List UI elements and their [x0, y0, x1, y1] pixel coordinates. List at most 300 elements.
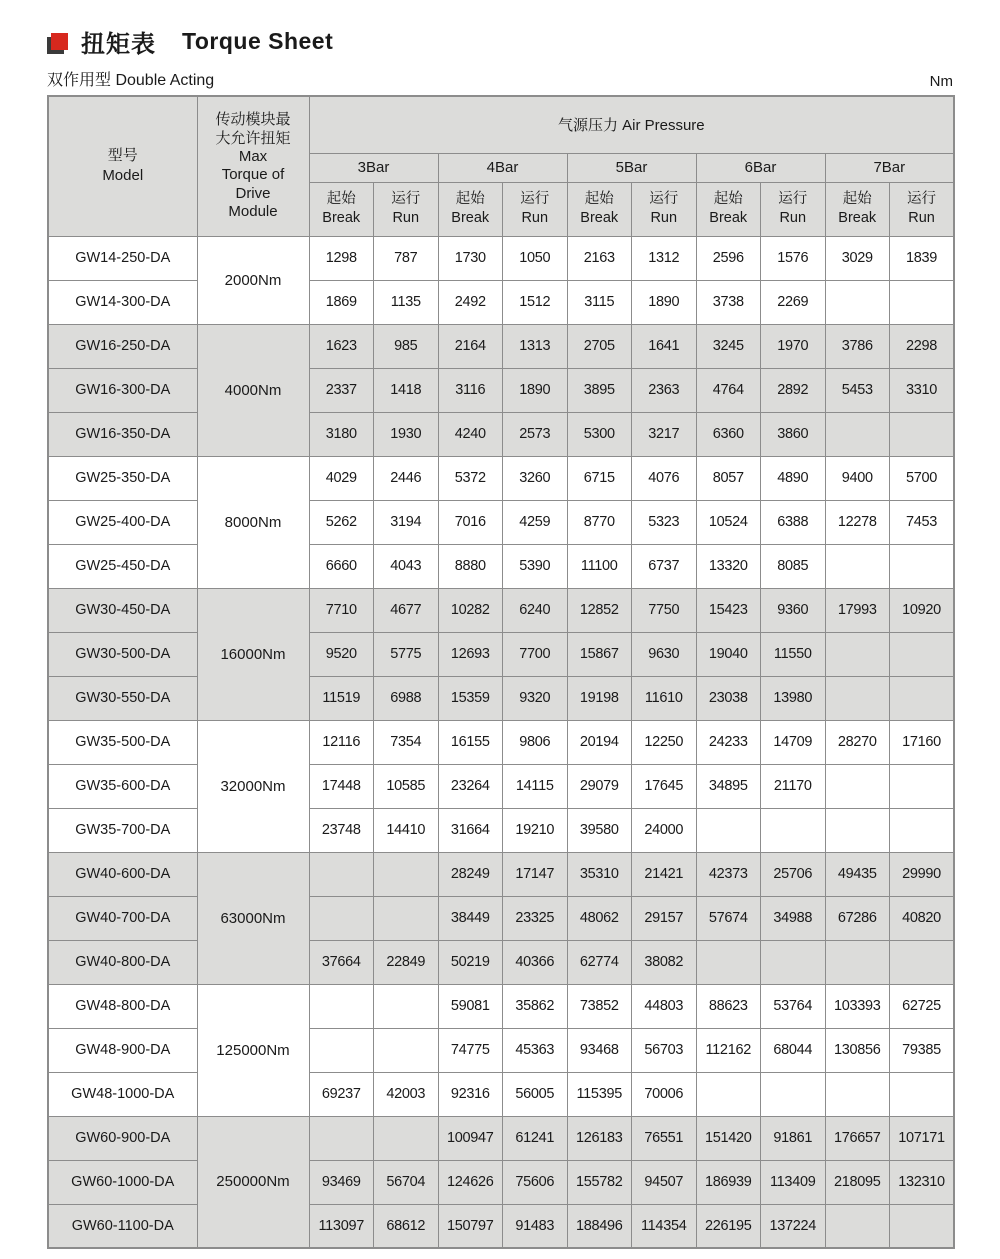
torque-value-cell: [890, 1204, 955, 1248]
torque-value-cell: 132310: [890, 1160, 955, 1204]
table-row: [48, 280, 954, 324]
torque-value-cell: [696, 808, 761, 852]
header-7bar: 7Bar: [825, 153, 954, 182]
header-break: 起始 Break: [696, 182, 761, 236]
torque-value-cell: [374, 1116, 439, 1160]
torque-value-cell: 2269: [761, 280, 826, 324]
torque-value-cell: 5390: [503, 544, 568, 588]
model-cell: GW40-700-DA: [48, 896, 197, 940]
torque-value-cell: 4259: [503, 500, 568, 544]
torque-value-cell: 31664: [438, 808, 503, 852]
torque-value-cell: 24233: [696, 720, 761, 764]
torque-value-cell: 1576: [761, 236, 826, 280]
torque-value-cell: 42373: [696, 852, 761, 896]
torque-value-cell: [890, 1072, 955, 1116]
torque-value-cell: 7016: [438, 500, 503, 544]
torque-value-cell: 13980: [761, 676, 826, 720]
header-run: 运行 Run: [503, 182, 568, 236]
torque-value-cell: 7750: [632, 588, 697, 632]
model-cell: GW25-350-DA: [48, 456, 197, 500]
torque-value-cell: 6715: [567, 456, 632, 500]
torque-value-cell: 3786: [825, 324, 890, 368]
model-cell: GW60-1100-DA: [48, 1204, 197, 1248]
torque-value-cell: [825, 632, 890, 676]
model-cell: GW25-450-DA: [48, 544, 197, 588]
torque-value-cell: 17147: [503, 852, 568, 896]
torque-value-cell: 73852: [567, 984, 632, 1028]
table-row: [48, 588, 954, 632]
torque-table: [47, 95, 955, 1249]
header-3bar: 3Bar: [309, 153, 438, 182]
torque-value-cell: 40820: [890, 896, 955, 940]
torque-value-cell: 15423: [696, 588, 761, 632]
torque-value-cell: 38082: [632, 940, 697, 984]
drive-torque-cell: 2000Nm: [197, 236, 309, 324]
torque-value-cell: 226195: [696, 1204, 761, 1248]
torque-value-cell: [761, 808, 826, 852]
torque-value-cell: [309, 984, 374, 1028]
torque-table-header: [48, 96, 954, 236]
torque-value-cell: 57674: [696, 896, 761, 940]
torque-value-cell: 62725: [890, 984, 955, 1028]
header-run: 运行 Run: [374, 182, 439, 236]
torque-value-cell: 9806: [503, 720, 568, 764]
model-cell: GW35-500-DA: [48, 720, 197, 764]
torque-value-cell: 11519: [309, 676, 374, 720]
torque-value-cell: 3029: [825, 236, 890, 280]
torque-value-cell: [696, 1072, 761, 1116]
torque-value-cell: 3116: [438, 368, 503, 412]
torque-value-cell: 14709: [761, 720, 826, 764]
torque-value-cell: 188496: [567, 1204, 632, 1248]
torque-value-cell: 787: [374, 236, 439, 280]
torque-value-cell: 2164: [438, 324, 503, 368]
torque-value-cell: [825, 764, 890, 808]
drive-torque-cell: 125000Nm: [197, 984, 309, 1116]
table-row: [48, 1204, 954, 1248]
torque-value-cell: [374, 852, 439, 896]
table-row: [48, 632, 954, 676]
model-cell: GW60-1000-DA: [48, 1160, 197, 1204]
torque-value-cell: 4240: [438, 412, 503, 456]
torque-value-cell: 88623: [696, 984, 761, 1028]
model-cell: GW16-250-DA: [48, 324, 197, 368]
torque-value-cell: 21421: [632, 852, 697, 896]
torque-value-cell: 56005: [503, 1072, 568, 1116]
torque-value-cell: 1512: [503, 280, 568, 324]
torque-value-cell: 5323: [632, 500, 697, 544]
torque-value-cell: 7700: [503, 632, 568, 676]
table-row: [48, 368, 954, 412]
drive-torque-cell: 16000Nm: [197, 588, 309, 720]
torque-value-cell: 9400: [825, 456, 890, 500]
torque-value-cell: 6660: [309, 544, 374, 588]
torque-value-cell: 75606: [503, 1160, 568, 1204]
torque-value-cell: 150797: [438, 1204, 503, 1248]
torque-value-cell: 3860: [761, 412, 826, 456]
model-cell: GW60-900-DA: [48, 1116, 197, 1160]
torque-value-cell: 94507: [632, 1160, 697, 1204]
torque-value-cell: 35310: [567, 852, 632, 896]
torque-value-cell: 151420: [696, 1116, 761, 1160]
torque-value-cell: 5300: [567, 412, 632, 456]
torque-value-cell: 49435: [825, 852, 890, 896]
torque-value-cell: 79385: [890, 1028, 955, 1072]
model-cell: GW40-800-DA: [48, 940, 197, 984]
torque-value-cell: [309, 1116, 374, 1160]
torque-value-cell: 5453: [825, 368, 890, 412]
torque-value-cell: [761, 1072, 826, 1116]
torque-value-cell: 12250: [632, 720, 697, 764]
torque-value-cell: [825, 1072, 890, 1116]
model-cell: GW30-550-DA: [48, 676, 197, 720]
drive-torque-cell: 4000Nm: [197, 324, 309, 456]
model-cell: GW14-250-DA: [48, 236, 197, 280]
torque-value-cell: 176657: [825, 1116, 890, 1160]
torque-value-cell: 91483: [503, 1204, 568, 1248]
torque-value-cell: 93468: [567, 1028, 632, 1072]
torque-value-cell: [309, 1028, 374, 1072]
torque-value-cell: [825, 1204, 890, 1248]
torque-value-cell: 2573: [503, 412, 568, 456]
torque-value-cell: [890, 808, 955, 852]
torque-value-cell: 4890: [761, 456, 826, 500]
torque-value-cell: 4043: [374, 544, 439, 588]
torque-value-cell: 8880: [438, 544, 503, 588]
torque-value-cell: 3738: [696, 280, 761, 324]
model-cell: GW35-700-DA: [48, 808, 197, 852]
torque-value-cell: 40366: [503, 940, 568, 984]
torque-value-cell: [890, 676, 955, 720]
torque-value-cell: [890, 632, 955, 676]
table-row: [48, 236, 954, 280]
torque-value-cell: [825, 412, 890, 456]
torque-value-cell: 5262: [309, 500, 374, 544]
torque-value-cell: 92316: [438, 1072, 503, 1116]
torque-value-cell: 6388: [761, 500, 826, 544]
torque-value-cell: 1839: [890, 236, 955, 280]
torque-value-cell: [890, 412, 955, 456]
model-cell: GW16-300-DA: [48, 368, 197, 412]
torque-value-cell: 2446: [374, 456, 439, 500]
torque-value-cell: 53764: [761, 984, 826, 1028]
header-break: 起始 Break: [438, 182, 503, 236]
torque-value-cell: 5372: [438, 456, 503, 500]
table-row: [48, 852, 954, 896]
torque-value-cell: 218095: [825, 1160, 890, 1204]
unit-label: Nm: [929, 73, 953, 90]
torque-value-cell: 1050: [503, 236, 568, 280]
torque-value-cell: 15359: [438, 676, 503, 720]
torque-value-cell: [825, 676, 890, 720]
torque-value-cell: [890, 764, 955, 808]
torque-value-cell: 56703: [632, 1028, 697, 1072]
torque-value-cell: 35862: [503, 984, 568, 1028]
torque-value-cell: 4764: [696, 368, 761, 412]
torque-value-cell: 1970: [761, 324, 826, 368]
header-break: 起始 Break: [309, 182, 374, 236]
torque-value-cell: 13320: [696, 544, 761, 588]
torque-value-cell: 12693: [438, 632, 503, 676]
torque-value-cell: 69237: [309, 1072, 374, 1116]
torque-value-cell: 8770: [567, 500, 632, 544]
torque-value-cell: 1298: [309, 236, 374, 280]
torque-value-cell: 11610: [632, 676, 697, 720]
torque-value-cell: [890, 940, 955, 984]
torque-value-cell: 10585: [374, 764, 439, 808]
torque-value-cell: 155782: [567, 1160, 632, 1204]
torque-value-cell: 6988: [374, 676, 439, 720]
model-cell: GW16-350-DA: [48, 412, 197, 456]
torque-value-cell: 45363: [503, 1028, 568, 1072]
torque-table-body: [48, 236, 954, 1248]
torque-value-cell: 112162: [696, 1028, 761, 1072]
torque-value-cell: [825, 940, 890, 984]
torque-value-cell: 29079: [567, 764, 632, 808]
torque-value-cell: 8057: [696, 456, 761, 500]
model-cell: GW48-800-DA: [48, 984, 197, 1028]
torque-value-cell: 24000: [632, 808, 697, 852]
model-cell: GW48-1000-DA: [48, 1072, 197, 1116]
torque-value-cell: 23325: [503, 896, 568, 940]
torque-value-cell: 1312: [632, 236, 697, 280]
torque-value-cell: 113097: [309, 1204, 374, 1248]
header-run: 运行 Run: [761, 182, 826, 236]
torque-value-cell: 9630: [632, 632, 697, 676]
torque-value-cell: [374, 896, 439, 940]
drive-torque-cell: 32000Nm: [197, 720, 309, 852]
torque-value-cell: 23748: [309, 808, 374, 852]
torque-value-cell: 6240: [503, 588, 568, 632]
torque-value-cell: 100947: [438, 1116, 503, 1160]
torque-value-cell: 10920: [890, 588, 955, 632]
torque-value-cell: 62774: [567, 940, 632, 984]
header-model-en: Model: [102, 167, 144, 185]
torque-value-cell: 17160: [890, 720, 955, 764]
header-model-zh: 型号: [107, 147, 138, 164]
table-row: [48, 940, 954, 984]
torque-value-cell: 44803: [632, 984, 697, 1028]
torque-value-cell: [825, 280, 890, 324]
torque-value-cell: [374, 984, 439, 1028]
torque-value-cell: 1869: [309, 280, 374, 324]
torque-value-cell: [309, 852, 374, 896]
table-row: [48, 808, 954, 852]
torque-value-cell: 14115: [503, 764, 568, 808]
header-4bar: 4Bar: [438, 153, 567, 182]
torque-value-cell: 9320: [503, 676, 568, 720]
torque-value-cell: 7710: [309, 588, 374, 632]
torque-value-cell: 28270: [825, 720, 890, 764]
torque-value-cell: 2705: [567, 324, 632, 368]
table-row: [48, 720, 954, 764]
torque-value-cell: 985: [374, 324, 439, 368]
table-row: [48, 676, 954, 720]
torque-value-cell: 3895: [567, 368, 632, 412]
torque-value-cell: 3180: [309, 412, 374, 456]
torque-value-cell: 9360: [761, 588, 826, 632]
torque-value-cell: 70006: [632, 1072, 697, 1116]
torque-value-cell: 34895: [696, 764, 761, 808]
header-air-pressure: 气源压力 Air Pressure: [309, 96, 954, 153]
table-row: [48, 984, 954, 1028]
table-row: [48, 500, 954, 544]
torque-value-cell: 2298: [890, 324, 955, 368]
torque-value-cell: 124626: [438, 1160, 503, 1204]
torque-value-cell: 1418: [374, 368, 439, 412]
torque-value-cell: 137224: [761, 1204, 826, 1248]
torque-value-cell: 2892: [761, 368, 826, 412]
header-model: [48, 96, 197, 236]
torque-value-cell: 17448: [309, 764, 374, 808]
torque-value-cell: 74775: [438, 1028, 503, 1072]
table-row: [48, 1072, 954, 1116]
torque-value-cell: 11550: [761, 632, 826, 676]
torque-value-cell: 67286: [825, 896, 890, 940]
torque-value-cell: 3245: [696, 324, 761, 368]
torque-value-cell: 91861: [761, 1116, 826, 1160]
torque-value-cell: 1930: [374, 412, 439, 456]
torque-value-cell: 3260: [503, 456, 568, 500]
torque-value-cell: 12852: [567, 588, 632, 632]
torque-value-cell: 113409: [761, 1160, 826, 1204]
header-5bar: 5Bar: [567, 153, 696, 182]
torque-value-cell: 23038: [696, 676, 761, 720]
table-row: [48, 1160, 954, 1204]
torque-value-cell: 25706: [761, 852, 826, 896]
torque-value-cell: [309, 896, 374, 940]
model-cell: GW40-600-DA: [48, 852, 197, 896]
drive-torque-cell: 63000Nm: [197, 852, 309, 984]
torque-value-cell: 17645: [632, 764, 697, 808]
torque-value-cell: 11100: [567, 544, 632, 588]
torque-value-cell: [890, 544, 955, 588]
torque-value-cell: [761, 940, 826, 984]
subtitle-double-acting: 双作用型 Double Acting: [47, 72, 215, 89]
torque-value-cell: 28249: [438, 852, 503, 896]
header-run: 运行 Run: [890, 182, 955, 236]
red-square-bullet-icon: [51, 33, 68, 50]
table-row: [48, 324, 954, 368]
torque-value-cell: 22849: [374, 940, 439, 984]
torque-value-cell: 17993: [825, 588, 890, 632]
torque-value-cell: 2363: [632, 368, 697, 412]
torque-value-cell: 14410: [374, 808, 439, 852]
torque-value-cell: 1730: [438, 236, 503, 280]
torque-value-cell: 8085: [761, 544, 826, 588]
torque-value-cell: 7453: [890, 500, 955, 544]
torque-value-cell: [696, 940, 761, 984]
torque-value-cell: 19040: [696, 632, 761, 676]
torque-value-cell: 19210: [503, 808, 568, 852]
model-cell: GW35-600-DA: [48, 764, 197, 808]
torque-value-cell: 1135: [374, 280, 439, 324]
header-break: 起始 Break: [567, 182, 632, 236]
torque-value-cell: 7354: [374, 720, 439, 764]
table-row: [48, 764, 954, 808]
torque-value-cell: 6360: [696, 412, 761, 456]
torque-value-cell: 3194: [374, 500, 439, 544]
torque-value-cell: 3115: [567, 280, 632, 324]
torque-value-cell: 5775: [374, 632, 439, 676]
torque-value-cell: [825, 544, 890, 588]
subtitle-row: [47, 67, 953, 90]
torque-value-cell: 115395: [567, 1072, 632, 1116]
page-title: [47, 26, 953, 56]
table-row: [48, 456, 954, 500]
torque-value-cell: [825, 808, 890, 852]
header-run: 运行 Run: [632, 182, 697, 236]
torque-value-cell: 10524: [696, 500, 761, 544]
torque-value-cell: 4677: [374, 588, 439, 632]
torque-value-cell: 3217: [632, 412, 697, 456]
header-6bar: 6Bar: [696, 153, 825, 182]
page-title-zh: 扭矩表: [81, 30, 156, 58]
torque-value-cell: 50219: [438, 940, 503, 984]
torque-value-cell: 1641: [632, 324, 697, 368]
drive-torque-cell: 250000Nm: [197, 1116, 309, 1248]
torque-value-cell: 39580: [567, 808, 632, 852]
torque-value-cell: 68612: [374, 1204, 439, 1248]
torque-value-cell: 103393: [825, 984, 890, 1028]
torque-value-cell: 2492: [438, 280, 503, 324]
torque-value-cell: 29990: [890, 852, 955, 896]
torque-value-cell: 126183: [567, 1116, 632, 1160]
torque-value-cell: 56704: [374, 1160, 439, 1204]
torque-value-cell: 107171: [890, 1116, 955, 1160]
model-cell: GW25-400-DA: [48, 500, 197, 544]
torque-value-cell: 19198: [567, 676, 632, 720]
torque-value-cell: 23264: [438, 764, 503, 808]
torque-value-cell: 76551: [632, 1116, 697, 1160]
torque-value-cell: 15867: [567, 632, 632, 676]
torque-value-cell: 2337: [309, 368, 374, 412]
torque-value-cell: 21170: [761, 764, 826, 808]
torque-value-cell: 20194: [567, 720, 632, 764]
header-break: 起始 Break: [825, 182, 890, 236]
torque-value-cell: 1890: [632, 280, 697, 324]
torque-value-cell: 29157: [632, 896, 697, 940]
model-cell: GW48-900-DA: [48, 1028, 197, 1072]
torque-value-cell: 2596: [696, 236, 761, 280]
page-title-en: Torque Sheet: [182, 27, 334, 54]
torque-value-cell: 9520: [309, 632, 374, 676]
torque-value-cell: 37664: [309, 940, 374, 984]
torque-value-cell: 3310: [890, 368, 955, 412]
torque-value-cell: 5700: [890, 456, 955, 500]
torque-value-cell: 4076: [632, 456, 697, 500]
torque-value-cell: 61241: [503, 1116, 568, 1160]
torque-value-cell: 12116: [309, 720, 374, 764]
table-row: [48, 896, 954, 940]
torque-value-cell: 10282: [438, 588, 503, 632]
table-row: [48, 1028, 954, 1072]
model-cell: GW30-500-DA: [48, 632, 197, 676]
table-row: [48, 1116, 954, 1160]
torque-value-cell: 4029: [309, 456, 374, 500]
torque-value-cell: 68044: [761, 1028, 826, 1072]
torque-value-cell: [374, 1028, 439, 1072]
drive-torque-cell: 8000Nm: [197, 456, 309, 588]
torque-value-cell: 42003: [374, 1072, 439, 1116]
torque-value-cell: 130856: [825, 1028, 890, 1072]
model-cell: GW30-450-DA: [48, 588, 197, 632]
torque-value-cell: 186939: [696, 1160, 761, 1204]
torque-value-cell: 34988: [761, 896, 826, 940]
table-row: [48, 412, 954, 456]
torque-value-cell: 16155: [438, 720, 503, 764]
torque-value-cell: [890, 280, 955, 324]
